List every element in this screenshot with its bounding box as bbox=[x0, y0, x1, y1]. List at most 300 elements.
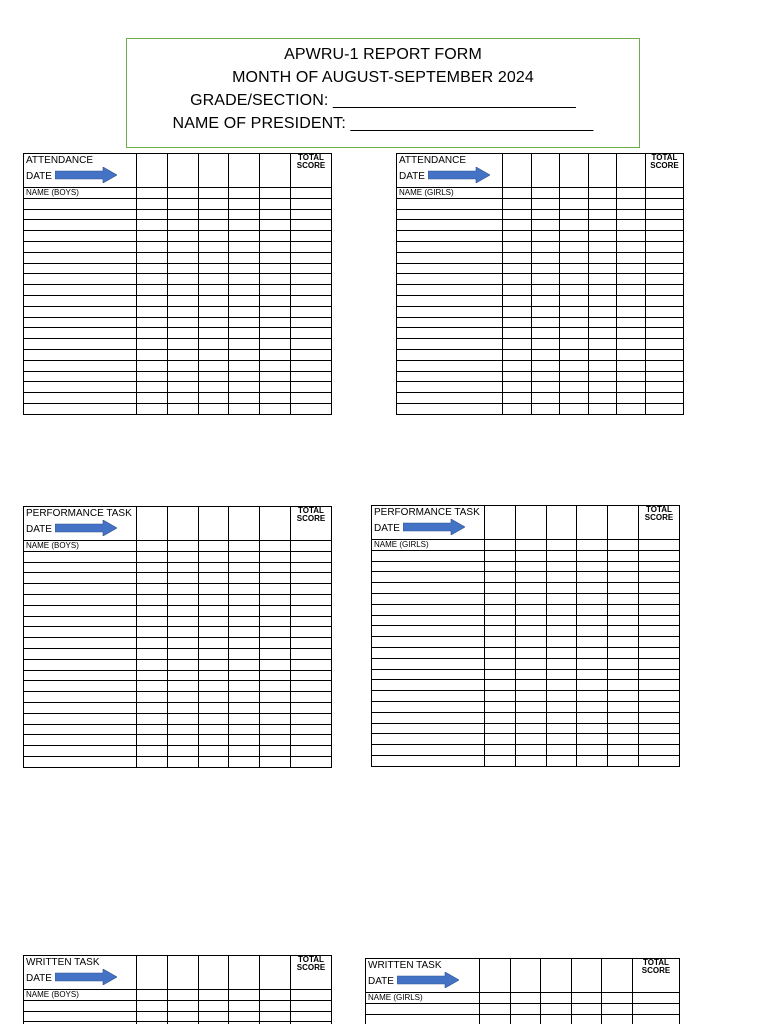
score-cell[interactable] bbox=[638, 680, 679, 691]
score-cell[interactable] bbox=[577, 745, 608, 756]
score-cell[interactable] bbox=[290, 252, 331, 263]
score-cell[interactable] bbox=[560, 188, 589, 199]
score-cell[interactable] bbox=[229, 328, 260, 339]
score-cell[interactable] bbox=[198, 692, 229, 703]
score-cell[interactable] bbox=[198, 274, 229, 285]
score-cell[interactable] bbox=[198, 371, 229, 382]
score-cell[interactable] bbox=[503, 306, 532, 317]
score-cell[interactable] bbox=[137, 605, 168, 616]
score-cell[interactable] bbox=[531, 274, 560, 285]
score-cell[interactable] bbox=[638, 701, 679, 712]
score-cell[interactable] bbox=[137, 541, 168, 552]
score-cell[interactable] bbox=[515, 626, 546, 637]
score-cell[interactable] bbox=[571, 1014, 602, 1024]
score-cell[interactable] bbox=[577, 572, 608, 583]
score-cell[interactable] bbox=[229, 746, 260, 757]
score-cell[interactable] bbox=[608, 540, 639, 551]
score-cell[interactable] bbox=[290, 551, 331, 562]
score-cell[interactable] bbox=[198, 295, 229, 306]
score-cell[interactable] bbox=[137, 188, 168, 199]
score-cell[interactable] bbox=[577, 550, 608, 561]
score-cell[interactable] bbox=[290, 562, 331, 573]
score-cell[interactable] bbox=[260, 638, 291, 649]
student-name-cell[interactable] bbox=[397, 382, 503, 393]
score-cell[interactable] bbox=[229, 659, 260, 670]
score-cell[interactable] bbox=[638, 669, 679, 680]
score-cell[interactable] bbox=[198, 616, 229, 627]
score-cell[interactable] bbox=[485, 583, 516, 594]
student-name-cell[interactable] bbox=[24, 562, 137, 573]
score-cell[interactable] bbox=[137, 382, 168, 393]
score-cell[interactable] bbox=[229, 241, 260, 252]
student-name-cell[interactable] bbox=[397, 241, 503, 252]
score-cell[interactable] bbox=[645, 317, 683, 328]
score-cell[interactable] bbox=[167, 231, 198, 242]
score-cell[interactable] bbox=[617, 328, 646, 339]
score-cell[interactable] bbox=[198, 573, 229, 584]
date-cell[interactable] bbox=[503, 154, 532, 188]
score-cell[interactable] bbox=[632, 1014, 679, 1024]
date-cell[interactable] bbox=[588, 154, 617, 188]
score-cell[interactable] bbox=[229, 209, 260, 220]
score-cell[interactable] bbox=[198, 349, 229, 360]
score-cell[interactable] bbox=[645, 231, 683, 242]
date-cell[interactable] bbox=[577, 506, 608, 540]
score-cell[interactable] bbox=[229, 551, 260, 562]
score-cell[interactable] bbox=[588, 403, 617, 414]
date-cell[interactable] bbox=[260, 154, 291, 188]
score-cell[interactable] bbox=[638, 572, 679, 583]
score-cell[interactable] bbox=[229, 306, 260, 317]
score-cell[interactable] bbox=[503, 339, 532, 350]
score-cell[interactable] bbox=[608, 701, 639, 712]
score-cell[interactable] bbox=[290, 188, 331, 199]
score-cell[interactable] bbox=[198, 360, 229, 371]
score-cell[interactable] bbox=[617, 263, 646, 274]
score-cell[interactable] bbox=[503, 188, 532, 199]
score-cell[interactable] bbox=[515, 701, 546, 712]
score-cell[interactable] bbox=[198, 403, 229, 414]
score-cell[interactable] bbox=[608, 583, 639, 594]
score-cell[interactable] bbox=[638, 691, 679, 702]
score-cell[interactable] bbox=[290, 756, 331, 767]
score-cell[interactable] bbox=[531, 339, 560, 350]
score-cell[interactable] bbox=[137, 371, 168, 382]
score-cell[interactable] bbox=[485, 723, 516, 734]
score-cell[interactable] bbox=[577, 658, 608, 669]
score-cell[interactable] bbox=[608, 658, 639, 669]
score-cell[interactable] bbox=[577, 583, 608, 594]
score-cell[interactable] bbox=[290, 285, 331, 296]
score-cell[interactable] bbox=[560, 371, 589, 382]
score-cell[interactable] bbox=[137, 659, 168, 670]
score-cell[interactable] bbox=[560, 220, 589, 231]
score-cell[interactable] bbox=[260, 573, 291, 584]
score-cell[interactable] bbox=[198, 584, 229, 595]
score-cell[interactable] bbox=[229, 670, 260, 681]
score-cell[interactable] bbox=[167, 746, 198, 757]
score-cell[interactable] bbox=[588, 393, 617, 404]
student-name-cell[interactable] bbox=[24, 209, 137, 220]
score-cell[interactable] bbox=[137, 328, 168, 339]
score-cell[interactable] bbox=[137, 1000, 168, 1011]
score-cell[interactable] bbox=[485, 691, 516, 702]
score-cell[interactable] bbox=[260, 627, 291, 638]
student-name-cell[interactable] bbox=[397, 317, 503, 328]
score-cell[interactable] bbox=[290, 541, 331, 552]
score-cell[interactable] bbox=[167, 371, 198, 382]
score-cell[interactable] bbox=[290, 713, 331, 724]
score-cell[interactable] bbox=[617, 349, 646, 360]
score-cell[interactable] bbox=[137, 285, 168, 296]
score-cell[interactable] bbox=[229, 263, 260, 274]
score-cell[interactable] bbox=[645, 220, 683, 231]
score-cell[interactable] bbox=[229, 616, 260, 627]
score-cell[interactable] bbox=[198, 990, 229, 1001]
score-cell[interactable] bbox=[290, 627, 331, 638]
score-cell[interactable] bbox=[167, 990, 198, 1001]
score-cell[interactable] bbox=[531, 360, 560, 371]
date-cell[interactable] bbox=[260, 507, 291, 541]
student-name-cell[interactable] bbox=[397, 393, 503, 404]
score-cell[interactable] bbox=[560, 285, 589, 296]
date-cell[interactable] bbox=[167, 956, 198, 990]
score-cell[interactable] bbox=[167, 360, 198, 371]
score-cell[interactable] bbox=[645, 252, 683, 263]
date-cell[interactable] bbox=[229, 956, 260, 990]
student-name-cell[interactable] bbox=[24, 713, 137, 724]
date-cell[interactable] bbox=[546, 506, 577, 540]
score-cell[interactable] bbox=[546, 572, 577, 583]
score-cell[interactable] bbox=[485, 658, 516, 669]
score-cell[interactable] bbox=[632, 1003, 679, 1014]
score-cell[interactable] bbox=[531, 252, 560, 263]
score-cell[interactable] bbox=[503, 285, 532, 296]
score-cell[interactable] bbox=[198, 241, 229, 252]
score-cell[interactable] bbox=[229, 403, 260, 414]
student-name-cell[interactable] bbox=[24, 306, 137, 317]
student-name-cell[interactable] bbox=[24, 198, 137, 209]
score-cell[interactable] bbox=[290, 573, 331, 584]
score-cell[interactable] bbox=[260, 360, 291, 371]
score-cell[interactable] bbox=[167, 403, 198, 414]
score-cell[interactable] bbox=[198, 713, 229, 724]
score-cell[interactable] bbox=[588, 295, 617, 306]
score-cell[interactable] bbox=[560, 198, 589, 209]
student-name-cell[interactable] bbox=[24, 393, 137, 404]
score-cell[interactable] bbox=[198, 746, 229, 757]
score-cell[interactable] bbox=[608, 626, 639, 637]
score-cell[interactable] bbox=[198, 393, 229, 404]
score-cell[interactable] bbox=[546, 755, 577, 766]
score-cell[interactable] bbox=[260, 990, 291, 1001]
score-cell[interactable] bbox=[198, 702, 229, 713]
score-cell[interactable] bbox=[480, 1014, 511, 1024]
score-cell[interactable] bbox=[137, 616, 168, 627]
score-cell[interactable] bbox=[531, 220, 560, 231]
score-cell[interactable] bbox=[588, 241, 617, 252]
score-cell[interactable] bbox=[541, 993, 572, 1004]
score-cell[interactable] bbox=[617, 252, 646, 263]
score-cell[interactable] bbox=[645, 241, 683, 252]
score-cell[interactable] bbox=[260, 605, 291, 616]
score-cell[interactable] bbox=[560, 360, 589, 371]
student-name-cell[interactable] bbox=[24, 659, 137, 670]
score-cell[interactable] bbox=[577, 701, 608, 712]
score-cell[interactable] bbox=[290, 990, 331, 1001]
score-cell[interactable] bbox=[546, 626, 577, 637]
score-cell[interactable] bbox=[515, 680, 546, 691]
score-cell[interactable] bbox=[531, 209, 560, 220]
score-cell[interactable] bbox=[137, 746, 168, 757]
score-cell[interactable] bbox=[608, 647, 639, 658]
score-cell[interactable] bbox=[485, 669, 516, 680]
student-name-cell[interactable] bbox=[372, 669, 485, 680]
score-cell[interactable] bbox=[167, 285, 198, 296]
score-cell[interactable] bbox=[546, 691, 577, 702]
score-cell[interactable] bbox=[290, 659, 331, 670]
score-cell[interactable] bbox=[167, 702, 198, 713]
score-cell[interactable] bbox=[515, 734, 546, 745]
student-name-cell[interactable] bbox=[397, 295, 503, 306]
score-cell[interactable] bbox=[560, 328, 589, 339]
score-cell[interactable] bbox=[260, 562, 291, 573]
score-cell[interactable] bbox=[229, 274, 260, 285]
score-cell[interactable] bbox=[290, 231, 331, 242]
score-cell[interactable] bbox=[602, 1003, 633, 1014]
student-name-cell[interactable] bbox=[372, 583, 485, 594]
score-cell[interactable] bbox=[617, 295, 646, 306]
student-name-cell[interactable] bbox=[397, 231, 503, 242]
student-name-cell[interactable] bbox=[372, 637, 485, 648]
score-cell[interactable] bbox=[229, 339, 260, 350]
student-name-cell[interactable] bbox=[24, 702, 137, 713]
score-cell[interactable] bbox=[515, 561, 546, 572]
score-cell[interactable] bbox=[645, 403, 683, 414]
score-cell[interactable] bbox=[485, 647, 516, 658]
score-cell[interactable] bbox=[167, 198, 198, 209]
score-cell[interactable] bbox=[290, 670, 331, 681]
student-name-cell[interactable] bbox=[372, 572, 485, 583]
score-cell[interactable] bbox=[137, 403, 168, 414]
student-name-cell[interactable] bbox=[372, 701, 485, 712]
score-cell[interactable] bbox=[531, 393, 560, 404]
student-name-cell[interactable] bbox=[24, 584, 137, 595]
score-cell[interactable] bbox=[531, 241, 560, 252]
score-cell[interactable] bbox=[577, 540, 608, 551]
date-cell[interactable] bbox=[229, 507, 260, 541]
score-cell[interactable] bbox=[608, 734, 639, 745]
score-cell[interactable] bbox=[198, 306, 229, 317]
student-name-cell[interactable] bbox=[372, 647, 485, 658]
score-cell[interactable] bbox=[229, 360, 260, 371]
score-cell[interactable] bbox=[608, 615, 639, 626]
score-cell[interactable] bbox=[137, 594, 168, 605]
score-cell[interactable] bbox=[290, 209, 331, 220]
student-name-cell[interactable] bbox=[24, 594, 137, 605]
score-cell[interactable] bbox=[503, 241, 532, 252]
score-cell[interactable] bbox=[485, 572, 516, 583]
score-cell[interactable] bbox=[510, 993, 541, 1004]
score-cell[interactable] bbox=[503, 403, 532, 414]
score-cell[interactable] bbox=[229, 648, 260, 659]
score-cell[interactable] bbox=[608, 680, 639, 691]
score-cell[interactable] bbox=[260, 382, 291, 393]
score-cell[interactable] bbox=[290, 735, 331, 746]
date-cell[interactable] bbox=[137, 507, 168, 541]
score-cell[interactable] bbox=[485, 712, 516, 723]
score-cell[interactable] bbox=[503, 382, 532, 393]
score-cell[interactable] bbox=[198, 231, 229, 242]
score-cell[interactable] bbox=[260, 735, 291, 746]
score-cell[interactable] bbox=[229, 594, 260, 605]
score-cell[interactable] bbox=[638, 583, 679, 594]
date-cell[interactable] bbox=[602, 959, 633, 993]
score-cell[interactable] bbox=[608, 604, 639, 615]
score-cell[interactable] bbox=[485, 550, 516, 561]
score-cell[interactable] bbox=[577, 755, 608, 766]
score-cell[interactable] bbox=[588, 198, 617, 209]
student-name-cell[interactable] bbox=[24, 382, 137, 393]
student-name-cell[interactable] bbox=[397, 209, 503, 220]
score-cell[interactable] bbox=[588, 231, 617, 242]
score-cell[interactable] bbox=[515, 604, 546, 615]
score-cell[interactable] bbox=[167, 573, 198, 584]
score-cell[interactable] bbox=[515, 712, 546, 723]
student-name-cell[interactable] bbox=[372, 593, 485, 604]
student-name-cell[interactable] bbox=[397, 220, 503, 231]
score-cell[interactable] bbox=[560, 393, 589, 404]
score-cell[interactable] bbox=[515, 583, 546, 594]
score-cell[interactable] bbox=[546, 583, 577, 594]
score-cell[interactable] bbox=[577, 647, 608, 658]
score-cell[interactable] bbox=[485, 540, 516, 551]
score-cell[interactable] bbox=[638, 734, 679, 745]
score-cell[interactable] bbox=[560, 241, 589, 252]
score-cell[interactable] bbox=[167, 692, 198, 703]
score-cell[interactable] bbox=[137, 584, 168, 595]
score-cell[interactable] bbox=[577, 615, 608, 626]
score-cell[interactable] bbox=[290, 393, 331, 404]
score-cell[interactable] bbox=[198, 638, 229, 649]
score-cell[interactable] bbox=[577, 637, 608, 648]
date-cell[interactable] bbox=[167, 154, 198, 188]
student-name-cell[interactable] bbox=[24, 403, 137, 414]
score-cell[interactable] bbox=[515, 669, 546, 680]
score-cell[interactable] bbox=[260, 724, 291, 735]
date-cell[interactable] bbox=[541, 959, 572, 993]
score-cell[interactable] bbox=[229, 713, 260, 724]
score-cell[interactable] bbox=[571, 993, 602, 1004]
score-cell[interactable] bbox=[260, 349, 291, 360]
score-cell[interactable] bbox=[260, 648, 291, 659]
score-cell[interactable] bbox=[485, 755, 516, 766]
score-cell[interactable] bbox=[588, 274, 617, 285]
student-name-cell[interactable] bbox=[372, 734, 485, 745]
student-name-cell[interactable] bbox=[397, 403, 503, 414]
score-cell[interactable] bbox=[645, 349, 683, 360]
score-cell[interactable] bbox=[290, 349, 331, 360]
score-cell[interactable] bbox=[617, 317, 646, 328]
score-cell[interactable] bbox=[260, 220, 291, 231]
score-cell[interactable] bbox=[260, 209, 291, 220]
score-cell[interactable] bbox=[638, 626, 679, 637]
score-cell[interactable] bbox=[577, 604, 608, 615]
student-name-cell[interactable] bbox=[24, 692, 137, 703]
student-name-cell[interactable] bbox=[397, 328, 503, 339]
score-cell[interactable] bbox=[229, 1000, 260, 1011]
score-cell[interactable] bbox=[588, 209, 617, 220]
score-cell[interactable] bbox=[229, 681, 260, 692]
score-cell[interactable] bbox=[167, 594, 198, 605]
student-name-cell[interactable] bbox=[24, 339, 137, 350]
score-cell[interactable] bbox=[260, 328, 291, 339]
score-cell[interactable] bbox=[167, 735, 198, 746]
score-cell[interactable] bbox=[229, 724, 260, 735]
student-name-cell[interactable] bbox=[24, 648, 137, 659]
score-cell[interactable] bbox=[560, 382, 589, 393]
score-cell[interactable] bbox=[260, 306, 291, 317]
score-cell[interactable] bbox=[645, 360, 683, 371]
score-cell[interactable] bbox=[638, 604, 679, 615]
score-cell[interactable] bbox=[531, 295, 560, 306]
student-name-cell[interactable] bbox=[372, 604, 485, 615]
score-cell[interactable] bbox=[503, 252, 532, 263]
student-name-cell[interactable] bbox=[24, 360, 137, 371]
student-name-cell[interactable] bbox=[24, 220, 137, 231]
date-cell[interactable] bbox=[617, 154, 646, 188]
student-name-cell[interactable] bbox=[24, 263, 137, 274]
score-cell[interactable] bbox=[167, 648, 198, 659]
score-cell[interactable] bbox=[617, 393, 646, 404]
date-cell[interactable] bbox=[229, 154, 260, 188]
score-cell[interactable] bbox=[290, 306, 331, 317]
score-cell[interactable] bbox=[290, 382, 331, 393]
score-cell[interactable] bbox=[608, 691, 639, 702]
date-cell[interactable] bbox=[571, 959, 602, 993]
score-cell[interactable] bbox=[167, 724, 198, 735]
score-cell[interactable] bbox=[260, 231, 291, 242]
score-cell[interactable] bbox=[260, 403, 291, 414]
score-cell[interactable] bbox=[602, 1014, 633, 1024]
student-name-cell[interactable] bbox=[397, 274, 503, 285]
date-cell[interactable] bbox=[198, 507, 229, 541]
score-cell[interactable] bbox=[571, 1003, 602, 1014]
score-cell[interactable] bbox=[515, 615, 546, 626]
president-name-field[interactable]: NAME OF PRESIDENT: ___________________________ bbox=[172, 115, 594, 132]
score-cell[interactable] bbox=[503, 371, 532, 382]
student-name-cell[interactable] bbox=[397, 198, 503, 209]
score-cell[interactable] bbox=[137, 252, 168, 263]
score-cell[interactable] bbox=[167, 349, 198, 360]
score-cell[interactable] bbox=[229, 692, 260, 703]
score-cell[interactable] bbox=[167, 756, 198, 767]
score-cell[interactable] bbox=[167, 670, 198, 681]
score-cell[interactable] bbox=[229, 393, 260, 404]
score-cell[interactable] bbox=[546, 593, 577, 604]
score-cell[interactable] bbox=[645, 382, 683, 393]
score-cell[interactable] bbox=[198, 339, 229, 350]
score-cell[interactable] bbox=[198, 1000, 229, 1011]
score-cell[interactable] bbox=[260, 1000, 291, 1011]
student-name-cell[interactable] bbox=[24, 295, 137, 306]
score-cell[interactable] bbox=[480, 1003, 511, 1014]
score-cell[interactable] bbox=[531, 371, 560, 382]
score-cell[interactable] bbox=[198, 756, 229, 767]
score-cell[interactable] bbox=[617, 371, 646, 382]
score-cell[interactable] bbox=[608, 755, 639, 766]
score-cell[interactable] bbox=[198, 317, 229, 328]
